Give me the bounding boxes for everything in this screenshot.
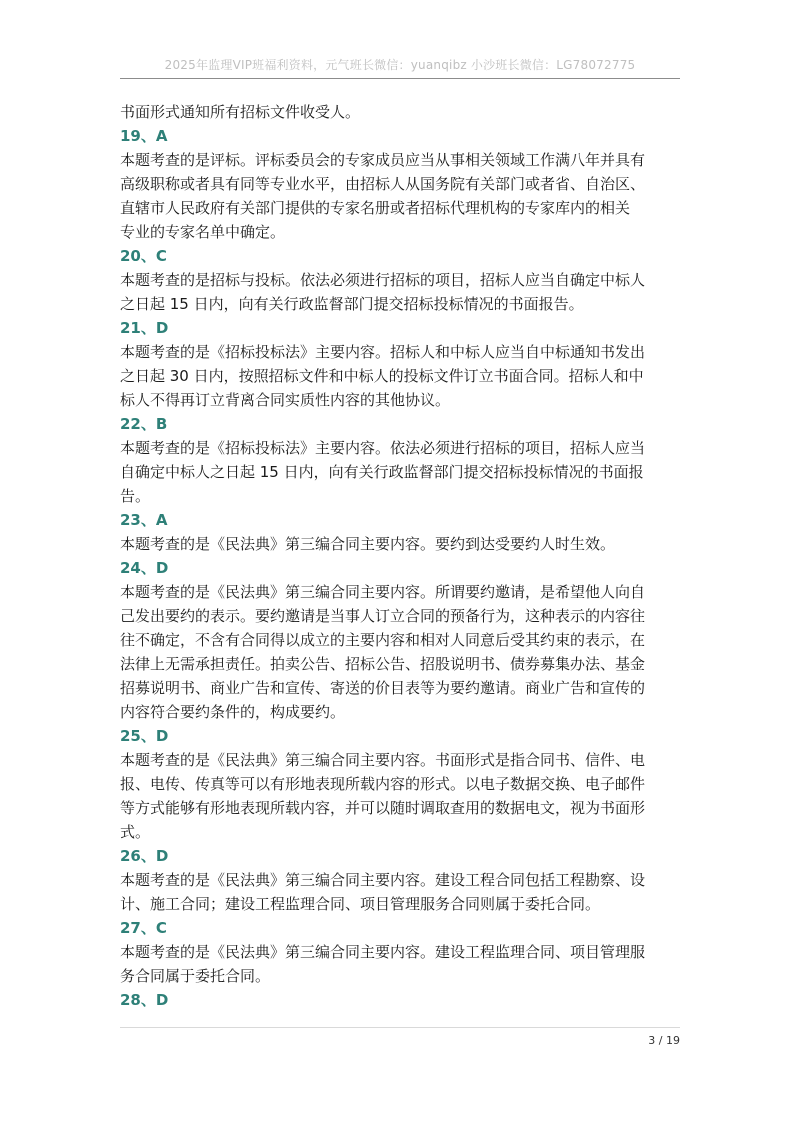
explanation-line: 高级职称或者具有同等专业水平，由招标人从国务院有关部门或者省、自治区、 xyxy=(120,175,646,193)
answer-block-21 xyxy=(120,316,680,412)
page-header-watermark: 2025年监理VIP班福利资料，元气班长微信：yuanqibz 小沙班长微信：LG78072775 xyxy=(164,58,636,72)
explanation-line: 本题考查的是《民法典》第三编合同主要内容。建设工程监理合同、项目管理服 xyxy=(120,943,646,961)
explanation-line: 之日起 15 日内，向有关行政监督部门提交招标投标情况的书面报告。 xyxy=(120,295,584,313)
explanation-line: 本题考查的是《招标投标法》主要内容。招标人和中标人应当自中标通知书发出 xyxy=(120,343,646,361)
explanation-line: 己发出要约的表示。要约邀请是当事人订立合同的预备行为，这种表示的内容往 xyxy=(120,607,646,625)
answer-block-23 xyxy=(120,508,680,556)
answer-label: 28、D xyxy=(120,991,169,1009)
explanation-line: 法律上无需承担责任。拍卖公告、招标公告、招股说明书、债券募集办法、基金 xyxy=(120,655,646,673)
explanation-line: 本题考查的是《民法典》第三编合同主要内容。建设工程合同包括工程勘察、设 xyxy=(120,871,646,889)
explanation-line: 务合同属于委托合同。 xyxy=(120,967,271,985)
answer-block-28 xyxy=(120,988,680,1012)
document-body xyxy=(120,100,680,1012)
page-number: 3 / 19 xyxy=(648,1034,680,1047)
answer-label: 24、D xyxy=(120,559,169,577)
answer-block-19 xyxy=(120,124,680,244)
answer-label: 26、D xyxy=(120,847,169,865)
answer-block-24 xyxy=(120,556,680,724)
answer-block-26 xyxy=(120,844,680,916)
footer-divider xyxy=(120,1027,680,1028)
explanation-line: 告。 xyxy=(120,487,151,505)
answer-block-22 xyxy=(120,412,680,508)
explanation-line: 等方式能够有形地表现所载内容，并可以随时调取查用的数据电文，视为书面形 xyxy=(120,799,646,817)
answer-label: 21、D xyxy=(120,319,169,337)
explanation-line: 计、施工合同；建设工程监理合同、项目管理服务合同则属于委托合同。 xyxy=(120,895,601,913)
header-divider xyxy=(120,78,680,79)
answer-label: 22、B xyxy=(120,415,168,433)
intro-paragraph: 书面形式通知所有招标文件收受人。 xyxy=(120,103,361,121)
answer-label: 23、A xyxy=(120,511,168,529)
explanation-line: 本题考查的是《招标投标法》主要内容。依法必须进行招标的项目，招标人应当 xyxy=(120,439,646,457)
answer-label: 19、A xyxy=(120,127,168,145)
explanation-line: 内容符合要约条件的，构成要约。 xyxy=(120,703,346,721)
explanation-line: 本题考查的是招标与投标。依法必须进行招标的项目，招标人应当自确定中标人 xyxy=(120,271,646,289)
explanation-line: 本题考查的是《民法典》第三编合同主要内容。所谓要约邀请，是希望他人向自 xyxy=(120,583,646,601)
answer-block-25 xyxy=(120,724,680,844)
answer-label: 25、D xyxy=(120,727,169,745)
explanation-line: 直辖市人民政府有关部门提供的专家名册或者招标代理机构的专家库内的相关 xyxy=(120,199,631,217)
explanation-line: 式。 xyxy=(120,823,151,841)
answer-label: 27、C xyxy=(120,919,167,937)
explanation-line: 本题考查的是评标。评标委员会的专家成员应当从事相关领域工作满八年并具有 xyxy=(120,151,646,169)
explanation-line: 招募说明书、商业广告和宣传、寄送的价目表等为要约邀请。商业广告和宣传的 xyxy=(120,679,646,697)
explanation-line: 本题考查的是《民法典》第三编合同主要内容。书面形式是指合同书、信件、电 xyxy=(120,751,646,769)
explanation-line: 标人不得再订立背离合同实质性内容的其他协议。 xyxy=(120,391,451,409)
explanation-line: 专业的专家名单中确定。 xyxy=(120,223,286,241)
explanation-line: 报、电传、传真等可以有形地表现所载内容的形式。以电子数据交换、电子邮件 xyxy=(120,775,646,793)
answer-block-20 xyxy=(120,244,680,316)
explanation-line: 自确定中标人之日起 15 日内，向有关行政监督部门提交招标投标情况的书面报 xyxy=(120,463,644,481)
explanation-line: 往不确定，不含有合同得以成立的主要内容和相对人同意后受其约束的表示，在 xyxy=(120,631,646,649)
answer-block-27 xyxy=(120,916,680,988)
explanation-line: 本题考查的是《民法典》第三编合同主要内容。要约到达受要约人时生效。 xyxy=(120,535,616,553)
explanation-line: 之日起 30 日内，按照招标文件和中标人的投标文件订立书面合同。招标人和中 xyxy=(120,367,644,385)
answer-label: 20、C xyxy=(120,247,167,265)
